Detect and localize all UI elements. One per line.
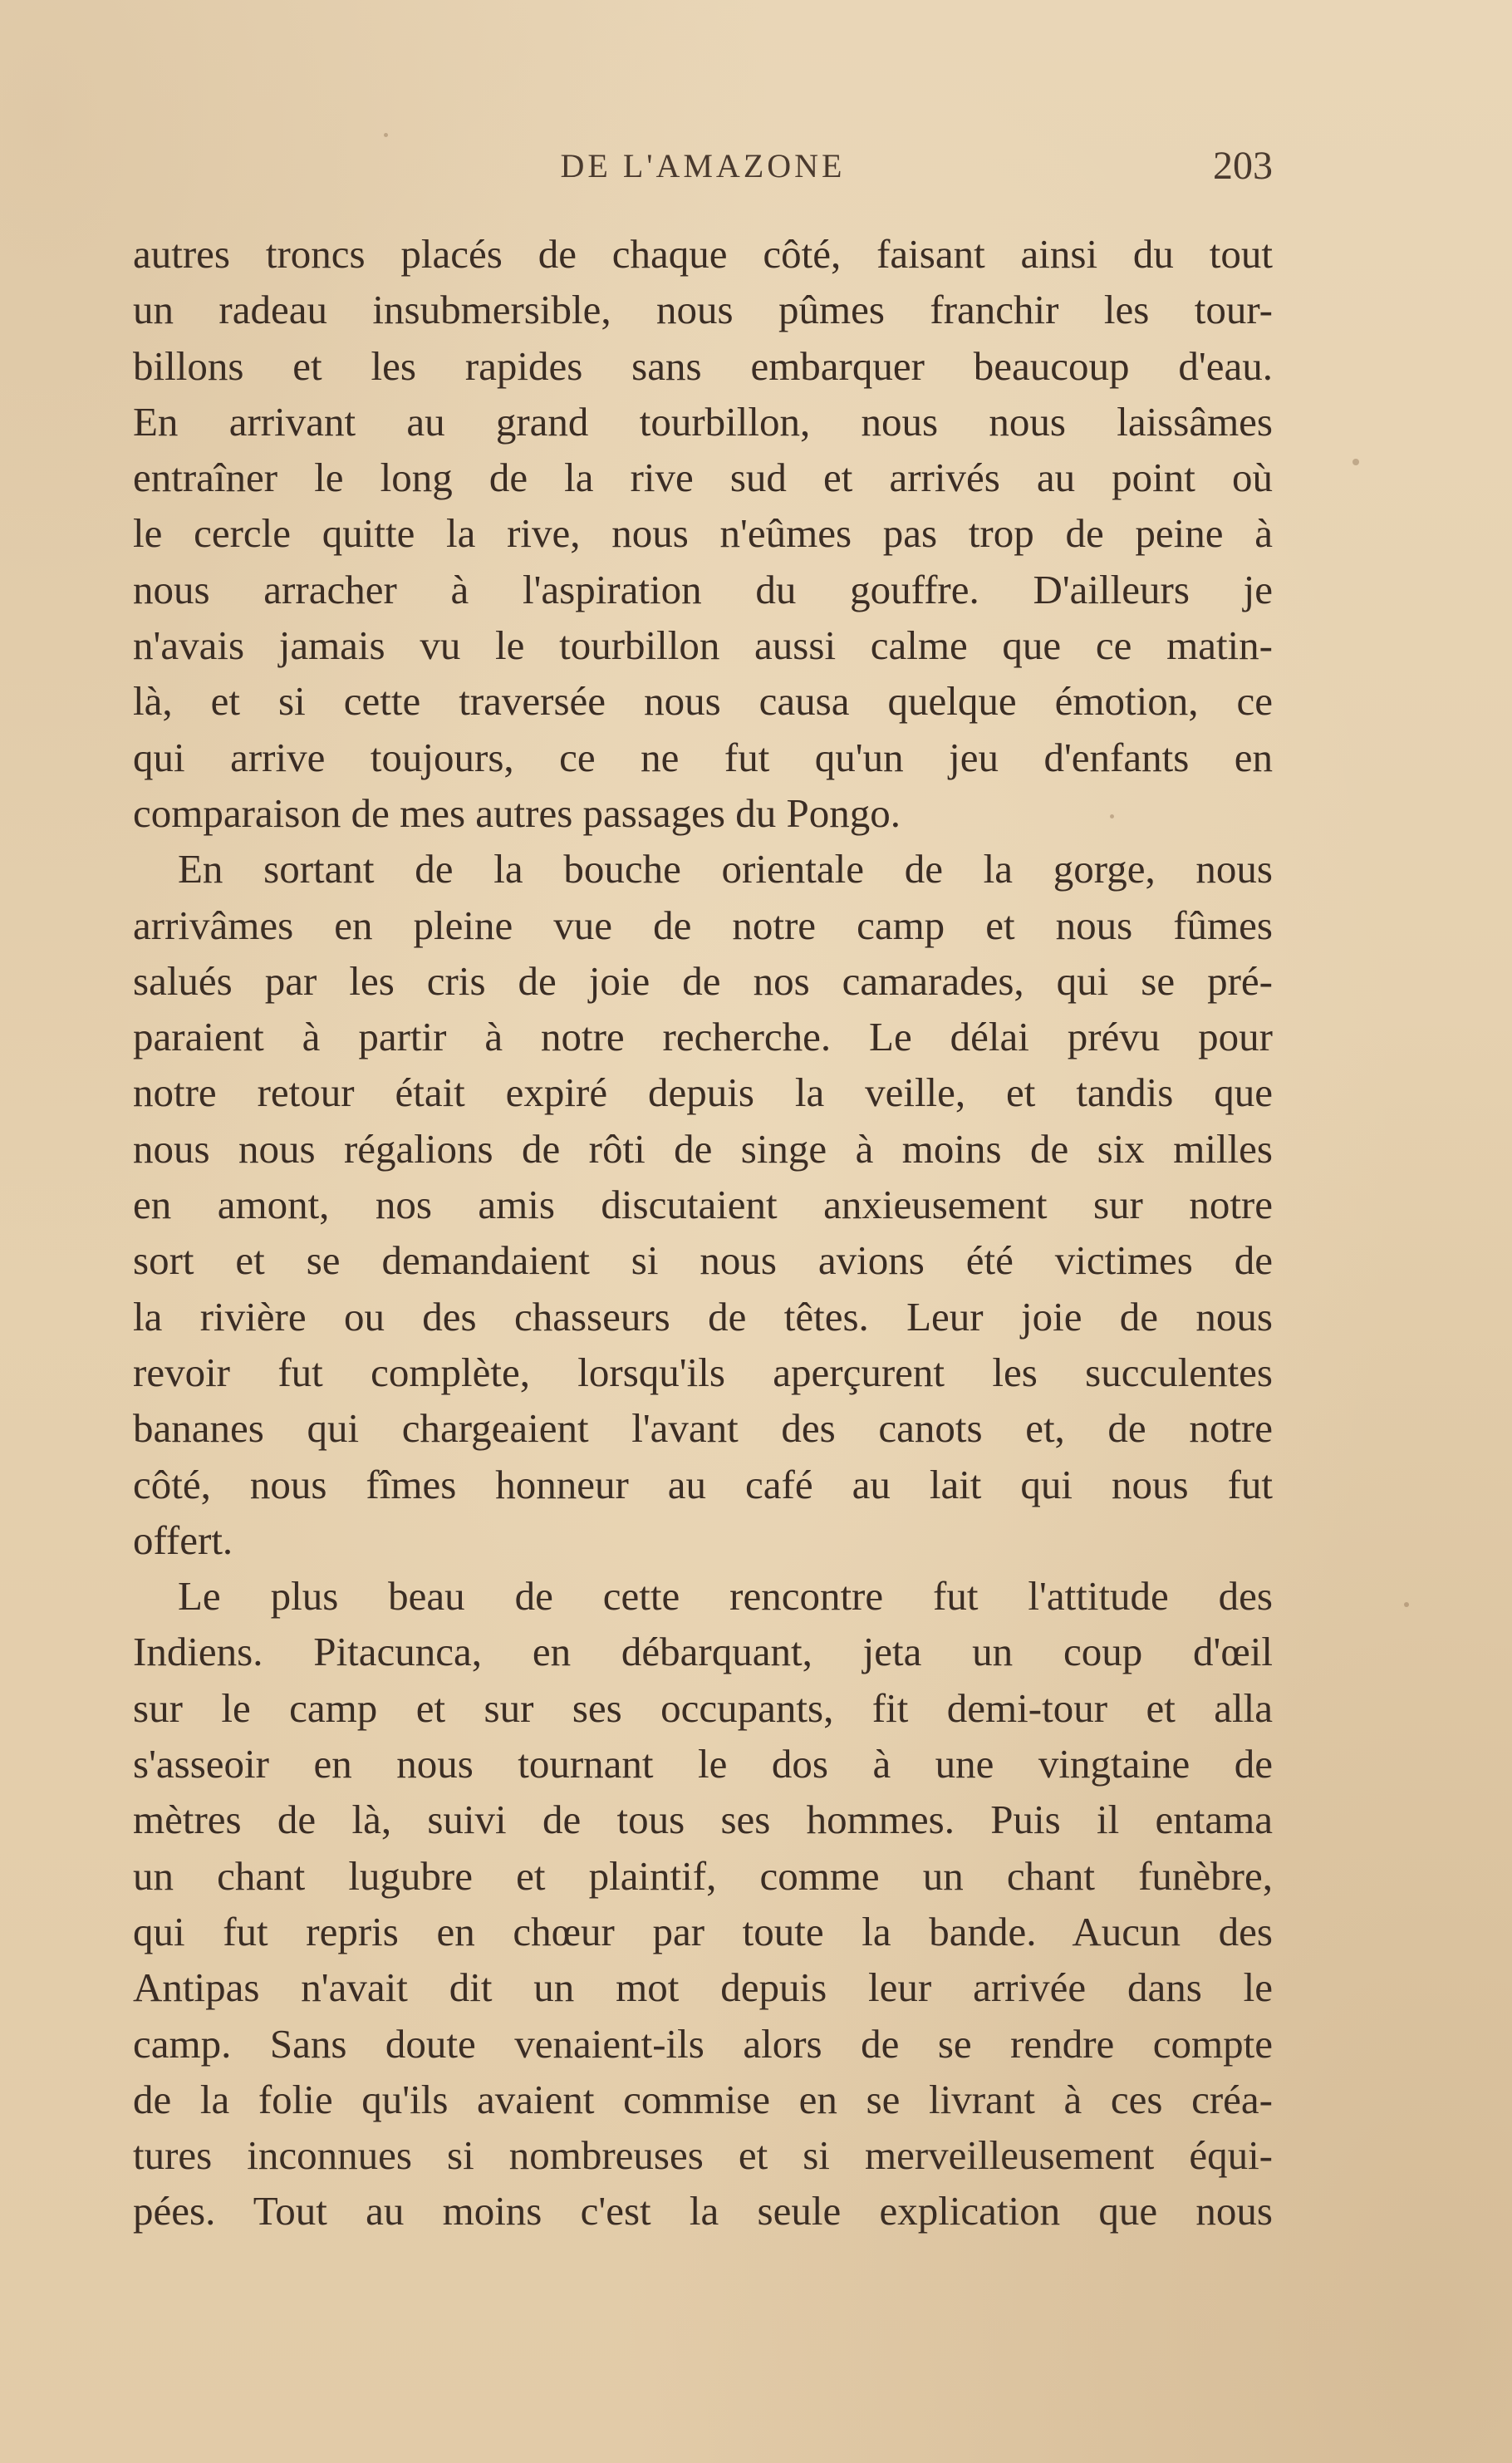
text-line: En sortant de la bouche orientale de la gorge, nous — [178, 846, 1273, 892]
text-line: Le plus beau de cette rencontre fut l'attitude des — [178, 1573, 1273, 1620]
paper-speck — [1110, 814, 1114, 819]
text-line: revoir fut complète, lorsqu'ils aperçurent les succulentes — [133, 1349, 1273, 1395]
paper-speck — [1404, 1602, 1409, 1607]
text-line: un radeau insubmersible, nous pûmes franchir les tour- — [133, 287, 1273, 333]
text-line: tures inconnues si nombreuses et si merveilleusement équi- — [133, 2132, 1273, 2179]
text-line: nous nous régalions de rôti de singe à moins de six milles — [133, 1125, 1273, 1172]
running-title: DE L'AMAZONE — [560, 147, 846, 184]
paper-speck — [384, 133, 388, 137]
text-line: côté, nous fîmes honneur au café au lait qui nous fut — [133, 1461, 1273, 1507]
paragraph — [133, 226, 1273, 841]
text-line: la rivière ou des chasseurs de têtes. Leur joie de nous — [133, 1293, 1273, 1340]
text-line: mètres de là, suivi de tous ses hommes. Puis il entama — [133, 1797, 1273, 1843]
page-number: 203 — [1213, 144, 1273, 188]
text-line: s'asseoir en nous tournant le dos à une vingtaine de — [133, 1741, 1273, 1787]
text-line: notre retour était expiré depuis la veille, et tandis que — [133, 1069, 1273, 1116]
page-header — [133, 143, 1273, 193]
text-line: Antipas n'avait dit un mot depuis leur arrivée dans le — [133, 1964, 1273, 2011]
paper-speck — [1352, 459, 1359, 465]
text-line: billons et les rapides sans embarquer beaucoup d'eau. — [133, 342, 1273, 389]
text-line: n'avais jamais vu le tourbillon aussi calme que ce matin- — [133, 622, 1273, 669]
text-line: de la folie qu'ils avaient commise en se livrant à ces créa- — [133, 2076, 1273, 2122]
text-line: un chant lugubre et plaintif, comme un chant funèbre, — [133, 1852, 1273, 1899]
text-line: pées. Tout au moins c'est la seule explication que nous — [133, 2188, 1273, 2234]
text-line: comparaison de mes autres passages du Pongo. — [133, 789, 901, 836]
text-line: sur le camp et sur ses occupants, fit demi-tour et alla — [133, 1684, 1273, 1731]
text-line: qui fut repris en chœur par toute la bande. Aucun des — [133, 1908, 1273, 1954]
text-line: camp. Sans doute venaient-ils alors de se rendre compte — [133, 2020, 1273, 2067]
text-line: entraîner le long de la rive sud et arrivés au point où — [133, 455, 1273, 501]
paragraph — [133, 1568, 1273, 2239]
text-line: sort et se demandaient si nous avions été victimes de — [133, 1237, 1273, 1284]
text-line: Indiens. Pitacunca, en débarquant, jeta un coup d'œil — [133, 1629, 1273, 1675]
text-line: paraient à partir à notre recherche. Le délai prévu pour — [133, 1014, 1273, 1060]
text-line: qui arrive toujours, ce ne fut qu'un jeu d'enfants en — [133, 734, 1273, 780]
paragraph — [133, 841, 1273, 1568]
text-line: autres troncs placés de chaque côté, faisant ainsi du tout — [133, 231, 1273, 277]
text-line: arrivâmes en pleine vue de notre camp et nous fûmes — [133, 902, 1273, 948]
text-line: nous arracher à l'aspiration du gouffre. D'ailleurs je — [133, 566, 1273, 612]
text-line: En arrivant au grand tourbillon, nous nous laissâmes — [133, 398, 1273, 445]
text-line: salués par les cris de joie de nos camarades, qui se pré- — [133, 957, 1273, 1004]
text-line: en amont, nos amis discutaient anxieusement sur notre — [133, 1182, 1273, 1228]
text-line: là, et si cette traversée nous causa quelque émotion, ce — [133, 678, 1273, 725]
body-text — [133, 226, 1273, 2239]
text-line: offert. — [133, 1517, 233, 1563]
text-line: le cercle quitte la rive, nous n'eûmes pas trop de peine à — [133, 510, 1273, 557]
text-line: bananes qui chargeaient l'avant des canots et, de notre — [133, 1405, 1273, 1452]
